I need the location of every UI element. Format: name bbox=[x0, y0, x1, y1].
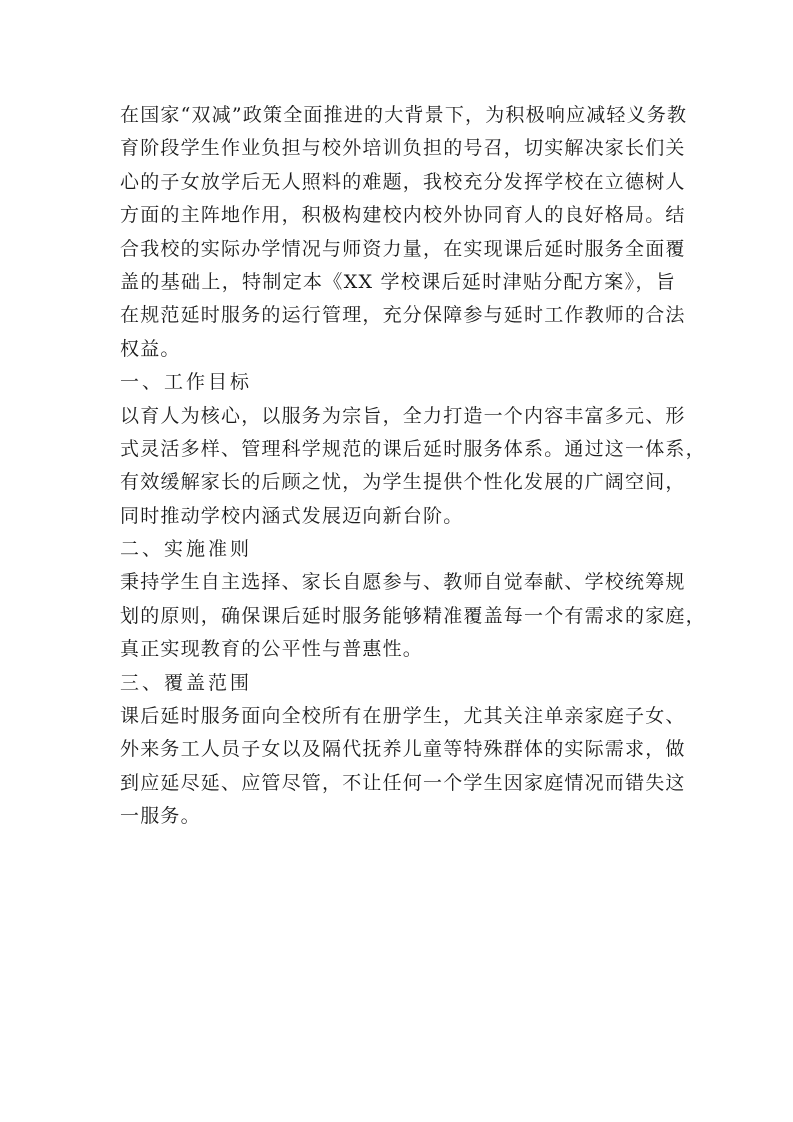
section-heading: 三、覆盖范围 bbox=[120, 671, 253, 694]
text-line: 划的原则，确保课后延时服务能够精准覆盖每一个有需求的家庭， bbox=[120, 604, 706, 627]
text-line: 同时推动学校内涵式发展迈向新台阶。 bbox=[120, 504, 464, 527]
text-line: 在国家“双减”政策全面推进的大背景下，为积极响应减轻义务教 bbox=[120, 104, 688, 126]
document-page bbox=[120, 99, 706, 834]
text-line: 课后延时服务面向全校所有在册学生，尤其关注单亲家庭子女、 bbox=[120, 705, 686, 728]
text-line: 在规范延时服务的运行管理，充分保障参与延时工作教师的合法 bbox=[120, 304, 686, 327]
text-line: 权益。 bbox=[120, 337, 181, 360]
intro-paragraph bbox=[120, 99, 688, 366]
text-line: 有效缓解家长的后顾之忧，为学生提供个性化发展的广阔空间， bbox=[120, 471, 686, 494]
text-line: 一服务。 bbox=[120, 805, 201, 828]
section-work-goals bbox=[120, 366, 706, 533]
text-line: 心的子女放学后无人照料的难题，我校充分发挥学校在立德树人 bbox=[120, 170, 686, 193]
text-line: 式灵活多样、管理科学规范的课后延时服务体系。通过这一体系， bbox=[120, 437, 706, 460]
text-line: 合我校的实际办学情况与师资力量，在实现课后延时服务全面覆 bbox=[120, 237, 686, 260]
section-coverage-scope bbox=[120, 667, 686, 834]
text-line: 方面的主阵地作用，积极构建校内校外协同育人的良好格局。结 bbox=[120, 204, 686, 227]
text-line: 到应延尽延、应管尽管，不让任何一个学生因家庭情况而错失这 bbox=[120, 771, 686, 794]
text-line: 真正实现教育的公平性与普惠性。 bbox=[120, 638, 424, 661]
section-implementation-principles bbox=[120, 533, 706, 667]
text-line: 秉持学生自主选择、家长自愿参与、教师自觉奉献、学校统筹规 bbox=[120, 571, 686, 594]
text-line: 育阶段学生作业负担与校外培训负担的号召，切实解决家长们关 bbox=[120, 137, 686, 160]
section-heading: 一、工作目标 bbox=[120, 371, 253, 394]
text-line: 盖的基础上，特制定本《XX 学校课后延时津贴分配方案》，旨 bbox=[120, 270, 676, 293]
text-line: 外来务工人员子女以及隔代抚养儿童等特殊群体的实际需求，做 bbox=[120, 738, 686, 761]
text-line: 以育人为核心，以服务为宗旨，全力打造一个内容丰富多元、形 bbox=[120, 404, 686, 427]
section-heading: 二、实施准则 bbox=[120, 538, 253, 561]
